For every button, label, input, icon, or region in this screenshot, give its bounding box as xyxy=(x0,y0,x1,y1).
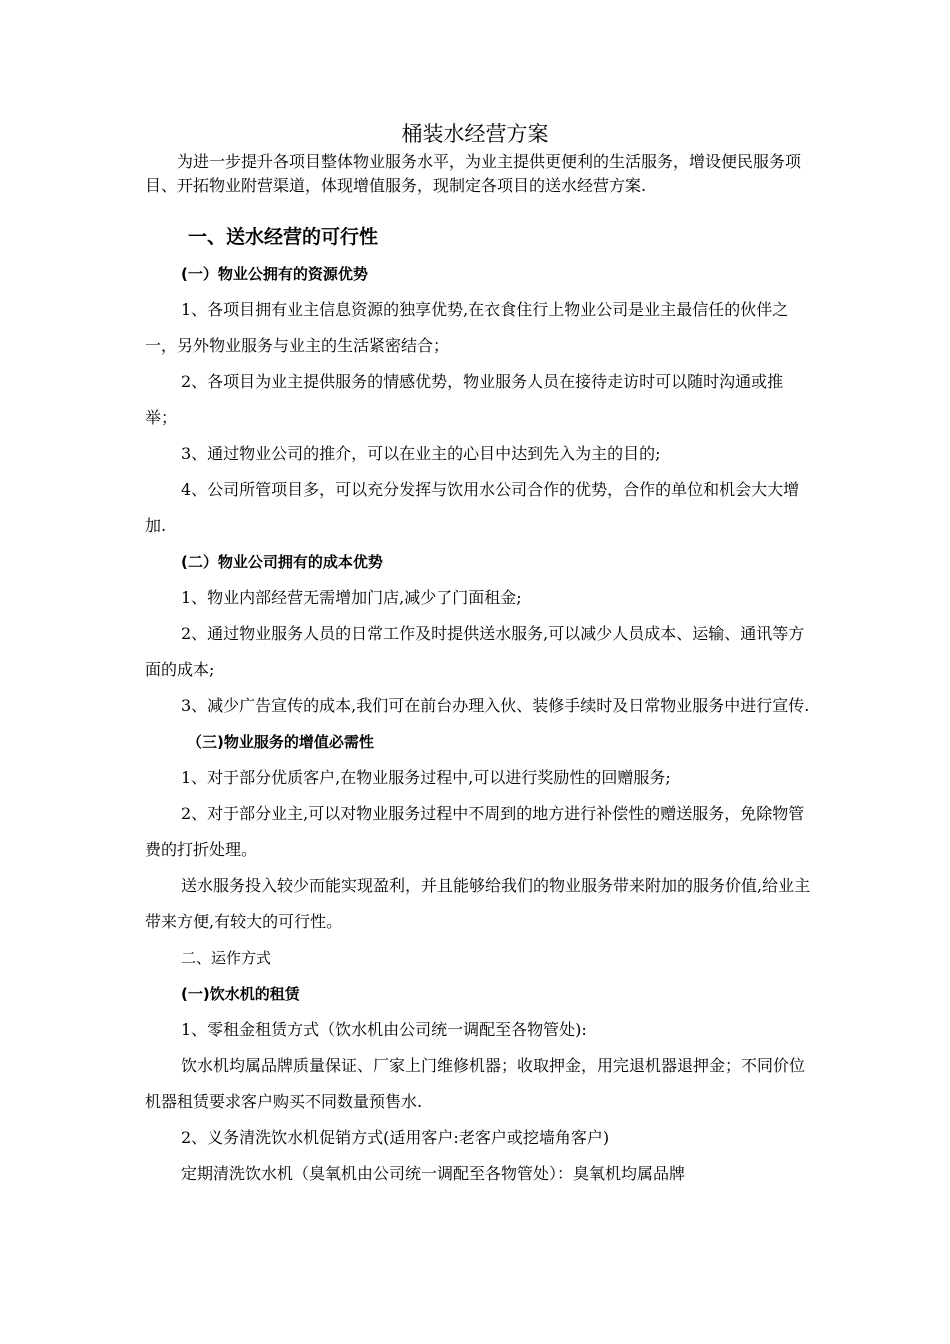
section-1-heading: 一、送水经营的可行性 xyxy=(188,226,379,248)
document-title: 桶装水经营方案 xyxy=(401,122,549,146)
paragraph: 2、各项目为业主提供服务的情感优势，物业服务人员在接待走访时可以随时沟通或推举； xyxy=(145,372,784,427)
section-2-heading: 二、运作方式 xyxy=(181,949,272,967)
subsection-1-3-heading: （三)物业服务的增值必需性 xyxy=(187,733,374,751)
paragraph: 2、义务清洗饮水机促销方式(适用客户:老客户或挖墙角客户) xyxy=(181,1128,610,1147)
paragraph: 饮水机均属品牌质量保证、厂家上门维修机器；收取押金，用完退机器退押金；不同价位机器租赁要求客户购买不同数量预售水. xyxy=(145,1056,806,1111)
intro-paragraph: 为进一步提升各项目整体物业服务水平，为业主提供更便利的生活服务，增设便民服务项目、开拓物业附营渠道，体现增值服务，现制定各项目的送水经营方案. xyxy=(145,152,802,195)
paragraph: 3、减少广告宣传的成本,我们可在前台办理入伙、装修手续时及日常物业服务中进行宣传. xyxy=(181,696,810,715)
paragraph: 4、公司所管项目多，可以充分发挥与饮用水公司合作的优势，合作的单位和机会大大增加. xyxy=(145,480,800,535)
document-body xyxy=(145,256,815,1192)
paragraph: 2、通过物业服务人员的日常工作及时提供送水服务,可以减少人员成本、运输、通讯等方面的成本; xyxy=(145,624,805,679)
conclusion-paragraph: 送水服务投入较少而能实现盈利，并且能够给我们的物业服务带来附加的服务价值,给业主带来方便,有较大的可行性。 xyxy=(145,876,811,931)
paragraph: 3、通过物业公司的推介，可以在业主的心目中达到先入为主的目的; xyxy=(181,444,661,463)
paragraph: 2、对于部分业主,可以对物业服务过程中不周到的地方进行补偿性的赠送服务，免除物管费的打折处理。 xyxy=(145,804,805,859)
subsection-1-2-heading: (二）物业公司拥有的成本优势 xyxy=(181,553,383,571)
subsection-2-1-heading: (一)饮水机的租赁 xyxy=(181,985,300,1003)
paragraph: 1、物业内部经营无需增加门店,减少了门面租金; xyxy=(181,588,522,607)
paragraph: 1、零租金租赁方式（饮水机由公司统一调配至各物管处): xyxy=(181,1020,587,1039)
paragraph: 1、对于部分优质客户,在物业服务过程中,可以进行奖励性的回赠服务; xyxy=(181,768,671,787)
subsection-1-1-heading: (一）物业公拥有的资源优势 xyxy=(181,265,368,283)
paragraph: 定期清洗饮水机（臭氧机由公司统一调配至各物管处）：臭氧机均属品牌 xyxy=(181,1164,686,1183)
paragraph: 1、各项目拥有业主信息资源的独享优势,在衣食住行上物业公司是业主最信任的伙伴之一，另外物业服务与业主的生活紧密结合； xyxy=(145,300,789,355)
